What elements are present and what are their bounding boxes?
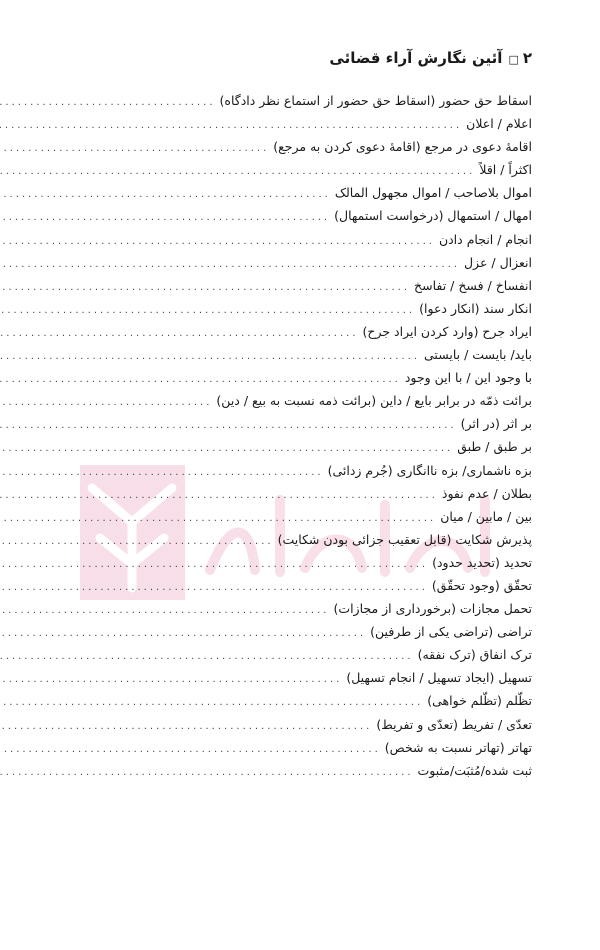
toc-leader-dots [0,599,329,622]
toc-entry [68,204,532,227]
toc-entry-title: پذیرش شکایت (قابل تعقیب جزائی بودن شکایت) [277,531,532,547]
toc-leader-dots [0,484,438,507]
toc-entry [68,251,532,274]
toc-entry-title: بزه ناشماری/ بزه ناانگاری (جُرم زدائی) [327,462,532,478]
toc-entry [68,274,532,297]
toc-entry-title: بر اثر (در اثر) [460,416,532,432]
toc-leader-dots [0,299,415,322]
running-header [68,47,532,69]
toc-leader-dots [0,576,428,599]
toc-entry [68,181,532,204]
toc-entry [68,666,532,689]
toc-leader-dots [0,368,401,391]
toc-leader-dots [0,507,436,530]
toc-entry [68,297,532,320]
toc-leader-dots [0,645,414,668]
toc-leader-dots [0,183,331,206]
toc-leader-dots [0,206,330,229]
toc-entry [68,135,532,158]
toc-leader-dots [0,668,342,691]
toc-entry [68,551,532,574]
header-page-number: ۲ [522,49,532,67]
toc-leader-dots [0,553,428,576]
toc-entry-title: انعزال / عزل [463,254,532,270]
toc-leader-dots [0,461,324,484]
toc-entry [68,736,532,759]
toc-entry [68,320,532,343]
toc-leader-dots [0,230,435,253]
toc-entry-title: اعلام / اعلان [466,116,532,132]
toc-entry [68,759,532,782]
toc-entry-title: تحدید (تحدید حدود) [432,554,532,570]
toc-entry-title: انکار سند (انکار دعوا) [419,300,532,316]
toc-entry-title: تراضی (تراضی یکی از طرفین) [370,624,532,640]
table-of-contents [68,89,532,782]
toc-entry [68,158,532,181]
toc-leader-dots [0,322,359,345]
toc-leader-dots [0,137,269,160]
toc-entry-title: تهاتر (تهاتر نسبت به شخص) [384,739,532,755]
toc-entry-title: انفساخ / فسخ / تفاسخ [414,277,532,293]
toc-entry [68,505,532,528]
toc-entry-title: بین / مابین / میان [440,508,532,524]
toc-entry-title: تسهیل (ایجاد تسهیل / انجام تسهیل) [346,670,532,686]
toc-entry-title: اقامهٔ دعوی در مرجع (اقامهٔ دعوی کردن به مرجع) [273,139,532,155]
toc-leader-dots [0,691,423,714]
toc-leader-dots [0,622,366,645]
toc-leader-dots [0,391,212,414]
toc-entry-title: امهال / استمهال (درخواست استمهال) [334,208,532,224]
toc-entry-title: ثبت شده/مُثبَت/مثبوت [417,762,532,778]
toc-entry-title: با وجود این / با این وجود [404,370,532,386]
toc-entry-title: انجام / انجام دادن [438,231,532,247]
toc-entry [68,689,532,712]
toc-leader-dots [0,414,457,437]
header-book-title: آئین نگارش آراء قضائی [329,49,503,67]
toc-entry [68,366,532,389]
header-separator-icon: □ [508,53,519,66]
toc-leader-dots [0,761,414,784]
toc-entry-title: بطلان / عدم نفوذ [441,485,532,501]
toc-entry [68,228,532,251]
toc-entry-title: تحمل مجازات (برخورداری از مجازات) [333,601,532,617]
toc-entry [68,482,532,505]
toc-entry [68,620,532,643]
toc-entry [68,435,532,458]
toc-leader-dots [0,91,216,114]
toc-entry [68,528,532,551]
toc-entry [68,459,532,482]
toc-entry-title: تظّلم (تظّلم خواهی) [427,693,532,709]
toc-leader-dots [0,530,274,553]
toc-leader-dots [0,114,462,137]
toc-entry-title: تحقّق (وجود تحقّق) [431,577,532,593]
toc-entry [68,597,532,620]
toc-entry [68,574,532,597]
toc-entry [68,643,532,666]
toc-leader-dots [0,345,420,368]
toc-leader-dots [0,437,453,460]
toc-entry [68,412,532,435]
toc-entry-title: ترک انفاق (ترک نفقه) [417,647,532,663]
toc-entry [68,343,532,366]
toc-entry [68,112,532,135]
toc-entry [68,713,532,736]
toc-leader-dots [0,276,410,299]
toc-entry-title: اسقاط حق حضور (اسقاط حق حضور از استماع نظر دادگاه) [219,93,532,108]
toc-entry-title: باید/ بایست / بایستی [424,347,532,363]
toc-entry-title: برائت ذمّه در برابر بایع / داین (برائت ذمه نسبت به بیع / دین) [216,393,532,409]
toc-entry-title: اموال بلاصاحب / اموال مجهول المالک [334,185,532,201]
toc-entry-title: بر طبق / طبق [457,439,532,455]
toc-leader-dots [0,253,460,276]
toc-entry [68,89,532,112]
toc-leader-dots [0,160,475,183]
toc-entry-title: تعدّی / تفریط (تعدّی و تفریط) [376,716,532,732]
toc-leader-dots [0,715,372,738]
toc-entry-title: ایراد جرح (وارد کردن ایراد جرح) [362,323,532,339]
toc-leader-dots [0,738,381,761]
toc-entry-title: اکثراً / اقلاً [479,162,532,178]
toc-entry [68,389,532,412]
